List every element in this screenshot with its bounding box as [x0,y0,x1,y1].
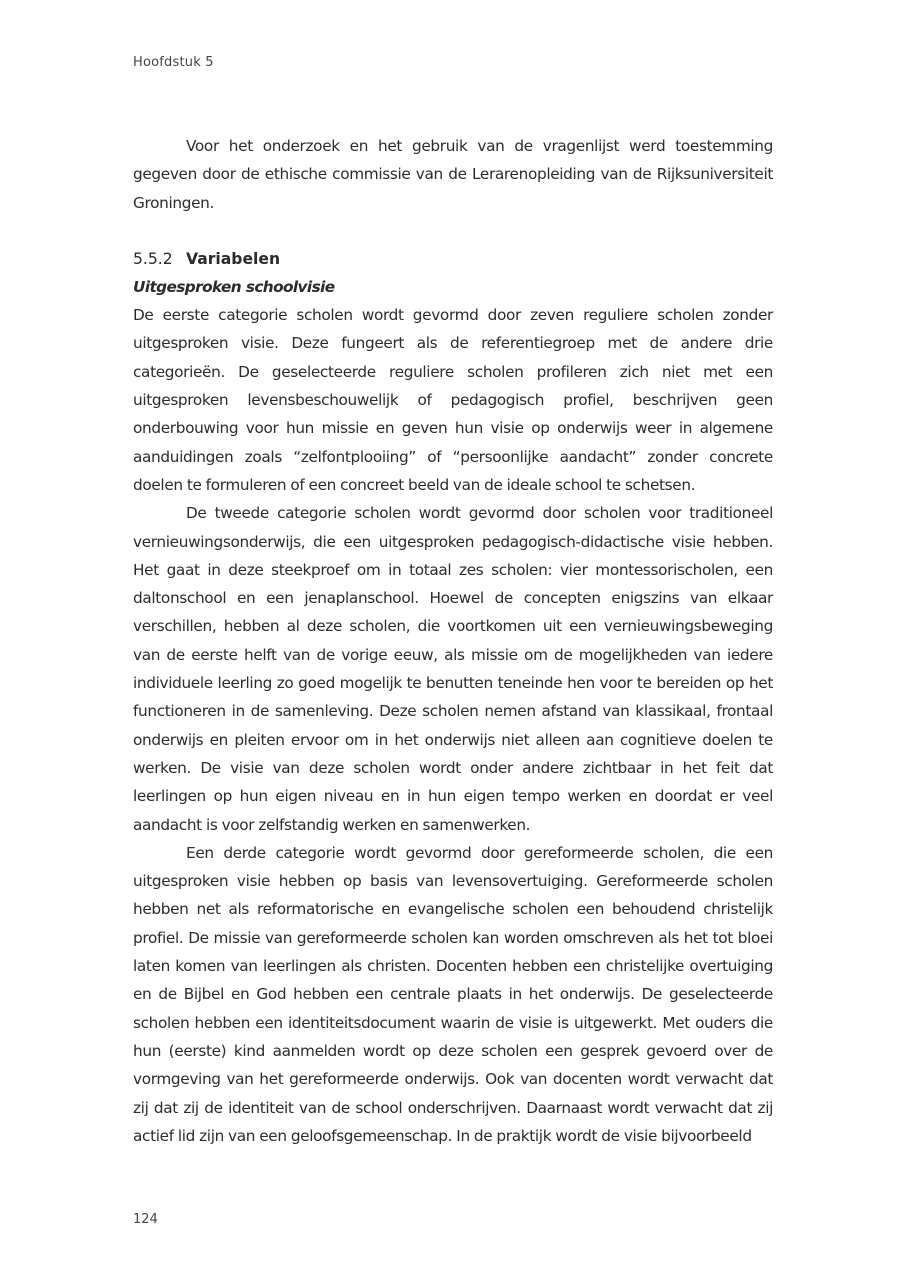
section-title: Variabelen [186,249,281,268]
section-heading [133,245,773,273]
intro-paragraph: Voor het onderzoek en het gebruik van de vragenlijst werd toestemming gegeven door de ethische commissie van de Lerarenopleiding van de Rijksuniversiteit Groningen. [133,137,773,212]
section-number: 5.5.2 [133,249,173,268]
page-number: 124 [133,1212,158,1227]
body-paragraph-2: De tweede categorie scholen wordt gevormd door scholen voor traditioneel vernieuwingsonderwijs, die een uitgesproken pedagogisch-didactische visie hebben. Het gaat in deze steekproef om in totaal zes scholen: vier montessorischolen, een daltonschool en een jenaplanschool. Hoewel de concepten enigszins van elkaar verschillen, hebben al deze scholen, die voortkomen uit een vernieuwingsbeweging van de eerste helft van de vorige eeuw, als missie om de mogelijkheden van iedere individuele leerling zo goed mogelijk te benutten teneinde hen voor te bereiden op het functioneren in de samenleving. Deze scholen nemen afstand van klassikaal, frontaal onderwijs en pleiten ervoor om in het onderwijs niet alleen aan cognitieve doelen te werken. De visie van deze scholen wordt onder andere zichtbaar in het feit dat leerlingen op hun eigen niveau en in hun eigen tempo werken en doordat er veel aandacht is voor zelfstandig werken en samenwerken. [133,504,773,834]
running-header: Hoofdstuk 5 [133,55,214,70]
subsection-heading: Uitgesproken schoolvisie [133,277,335,296]
body-paragraph-3: Een derde categorie wordt gevormd door gereformeerde scholen, die een uitgesproken visie hebben op basis van levensovertuiging. Gereformeerde scholen hebben net als reformatorische en evangelische scholen een behoudend christelijk profiel. De missie van gereformeerde scholen kan worden omschreven als het tot bloei laten komen van leerlingen als christen. Docenten hebben een christelijke overtuiging en de Bijbel en God hebben een centrale plaats in het onderwijs. De geselecteerde scholen hebben een identiteitsdocument waarin de visie is uitgewerkt. Met ouders die hun (eerste) kind aanmelden wordt op deze scholen een gesprek gevoerd over de vormgeving van het gereformeerde onderwijs. Ook van docenten wordt verwacht dat zij dat zij de identiteit van de school onderschrijven. Daarnaast wordt verwacht dat zij actief lid zijn van een geloofsgemeenschap. In de praktijk wordt de visie bijvoorbeeld [133,843,773,1145]
body-paragraph-1: De eerste categorie scholen wordt gevormd door zeven reguliere scholen zonder uitgesproken visie. Deze fungeert als de referentiegroep met de andere drie categorieën. De geselecteerde reguliere scholen profileren zich niet met een uitgesproken levensbeschouwelijk of pedagogisch profiel, beschrijven geen onderbouwing voor hun missie en geven hun visie op onderwijs weer in algemene aanduidingen zoals “zelfontplooiing” of “persoonlijke aandacht” zonder concrete doelen te formuleren of een concreet beeld van de ideale school te schetsen. [133,306,773,494]
page-body [133,132,773,1150]
